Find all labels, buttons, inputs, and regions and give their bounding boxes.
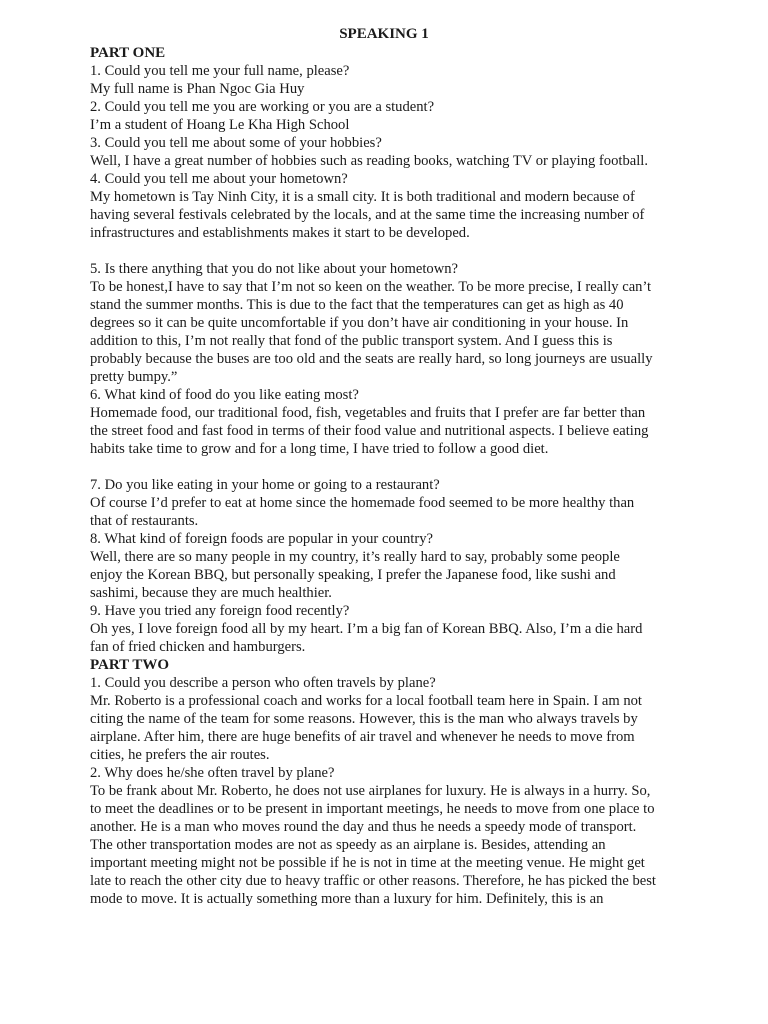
- blank-line: [90, 242, 680, 260]
- text-line: Well, there are so many people in my country, it’s really hard to say, probably some people: [90, 549, 620, 565]
- text-line: mode to move. It is actually something more than a luxury for him. Definitely, this is an: [90, 891, 604, 907]
- text-line: To be frank about Mr. Roberto, he does not use airplanes for luxury. He is always in a hurry. So,: [90, 783, 651, 799]
- text-line: 8. What kind of foreign foods are popular in your country?: [90, 531, 433, 547]
- text-line: 6. What kind of food do you like eating most?: [90, 387, 359, 403]
- text-line: habits take time to grow and for a long time, I have tried to follow a good diet.: [90, 441, 549, 457]
- text-line: 4. Could you tell me about your hometown?: [90, 171, 348, 187]
- text-line: stand the summer months. This is due to the fact that the temperatures can get as high as 40: [90, 297, 624, 313]
- text-line: the street food and fast food in terms of their food value and nutritional aspects. I believe eating: [90, 423, 649, 439]
- text-line: late to reach the other city due to heavy traffic or other reasons. Therefore, he has picked the best: [90, 873, 656, 889]
- section-heading: PART ONE: [90, 45, 166, 61]
- text-line: infrastructures and establishments makes it start to be developed.: [90, 225, 470, 241]
- document-title: SPEAKING 1: [339, 26, 429, 42]
- blank-line: [90, 458, 680, 476]
- text-line: To be honest,I have to say that I’m not so keen on the weather. To be more precise, I really can’t: [90, 279, 652, 295]
- text-line: 1. Could you describe a person who often travels by plane?: [90, 675, 436, 691]
- text-line: to meet the deadlines or to be present in important meetings, he needs to move from one place to: [90, 801, 655, 817]
- text-line: 5. Is there anything that you do not like about your hometown?: [90, 261, 459, 277]
- text-line: Homemade food, our traditional food, fish, vegetables and fruits that I prefer are far better than: [90, 405, 646, 421]
- text-line: 1. Could you tell me your full name, please?: [90, 63, 350, 79]
- text-line: My hometown is Tay Ninh City, it is a small city. It is both traditional and modern because of: [90, 189, 635, 205]
- text-line: 9. Have you tried any foreign food recently?: [90, 603, 350, 619]
- text-line: having several festivals celebrated by the locals, and at the same time the increasing number of: [90, 207, 645, 223]
- text-line: addition to this, I’m not really that fond of the public transport system. And I guess this is: [90, 333, 613, 349]
- text-line: Mr. Roberto is a professional coach and works for a local football team here in Spain. I am not: [90, 693, 642, 709]
- text-line: The other transportation modes are not as speedy as an airplane is. Besides, attending an: [90, 837, 606, 853]
- text-line: 2. Why does he/she often travel by plane?: [90, 765, 335, 781]
- text-line: that of restaurants.: [90, 513, 199, 529]
- text-line: degrees so it can be quite uncomfortable if you don’t have air conditioning in your house. In: [90, 315, 629, 331]
- text-line: 7. Do you like eating in your home or going to a restaurant?: [90, 477, 440, 493]
- text-line: important meeting might not be possible if he is not in time at the meeting venue. He might get: [90, 855, 645, 871]
- section-heading: PART TWO: [90, 657, 170, 673]
- text-line: Of course I’d prefer to eat at home since the homemade food seemed to be more healthy than: [90, 495, 635, 511]
- text-line: My full name is Phan Ngoc Gia Huy: [90, 81, 305, 97]
- text-line: another. He is a man who moves round the day and thus he needs a speedy mode of transport.: [90, 819, 637, 835]
- text-line: 3. Could you tell me about some of your hobbies?: [90, 135, 382, 151]
- text-line: probably because the buses are too old and the seats are really hard, so long journeys are usually: [90, 351, 653, 367]
- text-line: 2. Could you tell me you are working or you are a student?: [90, 99, 435, 115]
- text-line: pretty bumpy.”: [90, 369, 178, 385]
- text-line: citing the name of the team for some reasons. However, this is the man who always travels by: [90, 711, 638, 727]
- text-line: airplane. After him, there are huge benefits of air travel and whenever he needs to move from: [90, 729, 635, 745]
- text-line: enjoy the Korean BBQ, but personally speaking, I prefer the Japanese food, like sushi and: [90, 567, 616, 583]
- text-line: fan of fried chicken and hamburgers.: [90, 639, 306, 655]
- text-line: Well, I have a great number of hobbies such as reading books, watching TV or playing football.: [90, 153, 648, 169]
- text-line: I’m a student of Hoang Le Kha High School: [90, 117, 350, 133]
- text-line: Oh yes, I love foreign food all by my heart. I’m a big fan of Korean BBQ. Also, I’m a die hard: [90, 621, 643, 637]
- text-line: sashimi, because they are much healthier.: [90, 585, 332, 601]
- document-body: [90, 44, 680, 908]
- text-line: cities, he prefers the air routes.: [90, 747, 270, 763]
